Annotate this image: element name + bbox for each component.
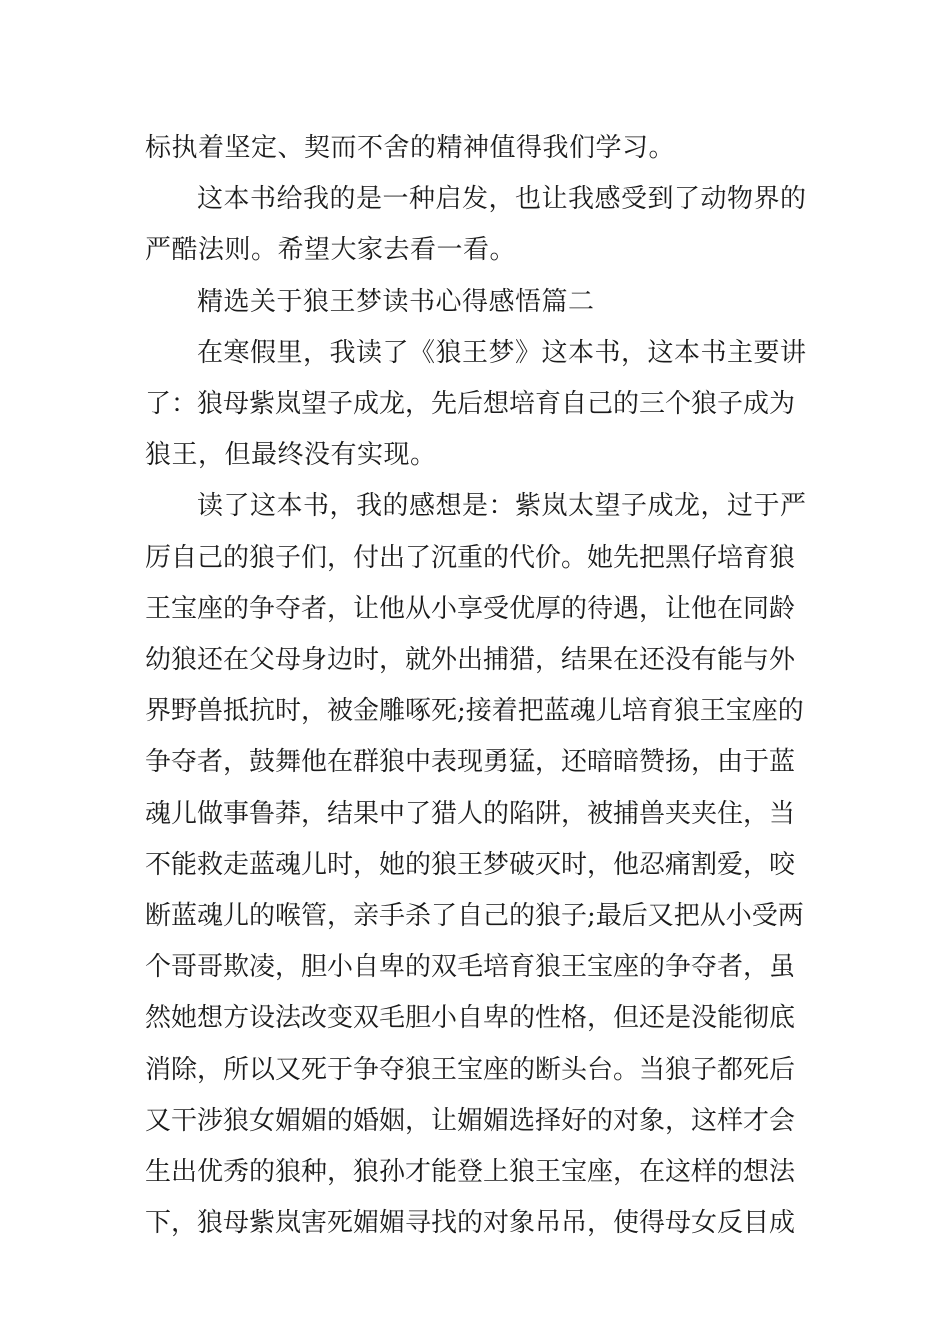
text-line: 然她想方设法改变双毛胆小自卑的性格，但还是没能彻底 <box>145 1003 796 1033</box>
text-line: 消除，所以又死于争夺狼王宝座的断头台。当狼子都死后 <box>145 1055 796 1085</box>
text-line: 争夺者，鼓舞他在群狼中表现勇猛，还暗暗赞扬，由于蓝 <box>145 747 796 777</box>
text-line: 厉自己的狼子们，付出了沉重的代价。她先把黑仔培育狼 <box>145 543 796 573</box>
paragraph-first-line: 读了这本书，我的感想是：紫岚太望子成龙，过于严 <box>197 491 807 521</box>
paragraph-first-line: 这本书给我的是一种启发，也让我感受到了动物界的 <box>197 184 807 214</box>
text-line: 严酷法则。希望大家去看一看。 <box>145 235 517 265</box>
text-line: 又干涉狼女媚媚的婚姻，让媚媚选择好的对象，这样才会 <box>145 1106 796 1136</box>
text-line: 个哥哥欺凌，胆小自卑的双毛培育狼王宝座的争夺者，虽 <box>145 952 796 982</box>
text-line: 生出优秀的狼种，狼孙才能登上狼王宝座，在这样的想法 <box>145 1157 796 1187</box>
text-line: 下，狼母紫岚害死媚媚寻找的对象吊吊，使得母女反目成 <box>145 1208 796 1238</box>
text-line: 了：狼母紫岚望子成龙，先后想培育自己的三个狼子成为 <box>145 389 796 419</box>
text-line: 不能救走蓝魂儿时，她的狼王梦破灭时，他忍痛割爱，咬 <box>145 850 796 880</box>
text-line: 界野兽抵抗时，被金雕啄死;接着把蓝魂儿培育狼王宝座的 <box>145 696 804 726</box>
section-heading: 精选关于狼王梦读书心得感悟篇二 <box>197 287 595 317</box>
text-line: 王宝座的争夺者，让他从小享受优厚的待遇，让他在同龄 <box>145 594 796 624</box>
text-line: 标执着坚定、契而不舍的精神值得我们学习。 <box>145 133 676 163</box>
paragraph-first-line: 在寒假里，我读了《狼王梦》这本书，这本书主要讲 <box>197 338 807 368</box>
text-line: 断蓝魂儿的喉管，亲手杀了自己的狼子;最后又把从小受两 <box>145 901 804 931</box>
text-line: 幼狼还在父母身边时，就外出捕猎，结果在还没有能与外 <box>145 645 796 675</box>
text-line: 魂儿做事鲁莽，结果中了猎人的陷阱，被捕兽夹夹住，当 <box>145 799 796 829</box>
text-line: 狼王，但最终没有实现。 <box>145 440 437 470</box>
